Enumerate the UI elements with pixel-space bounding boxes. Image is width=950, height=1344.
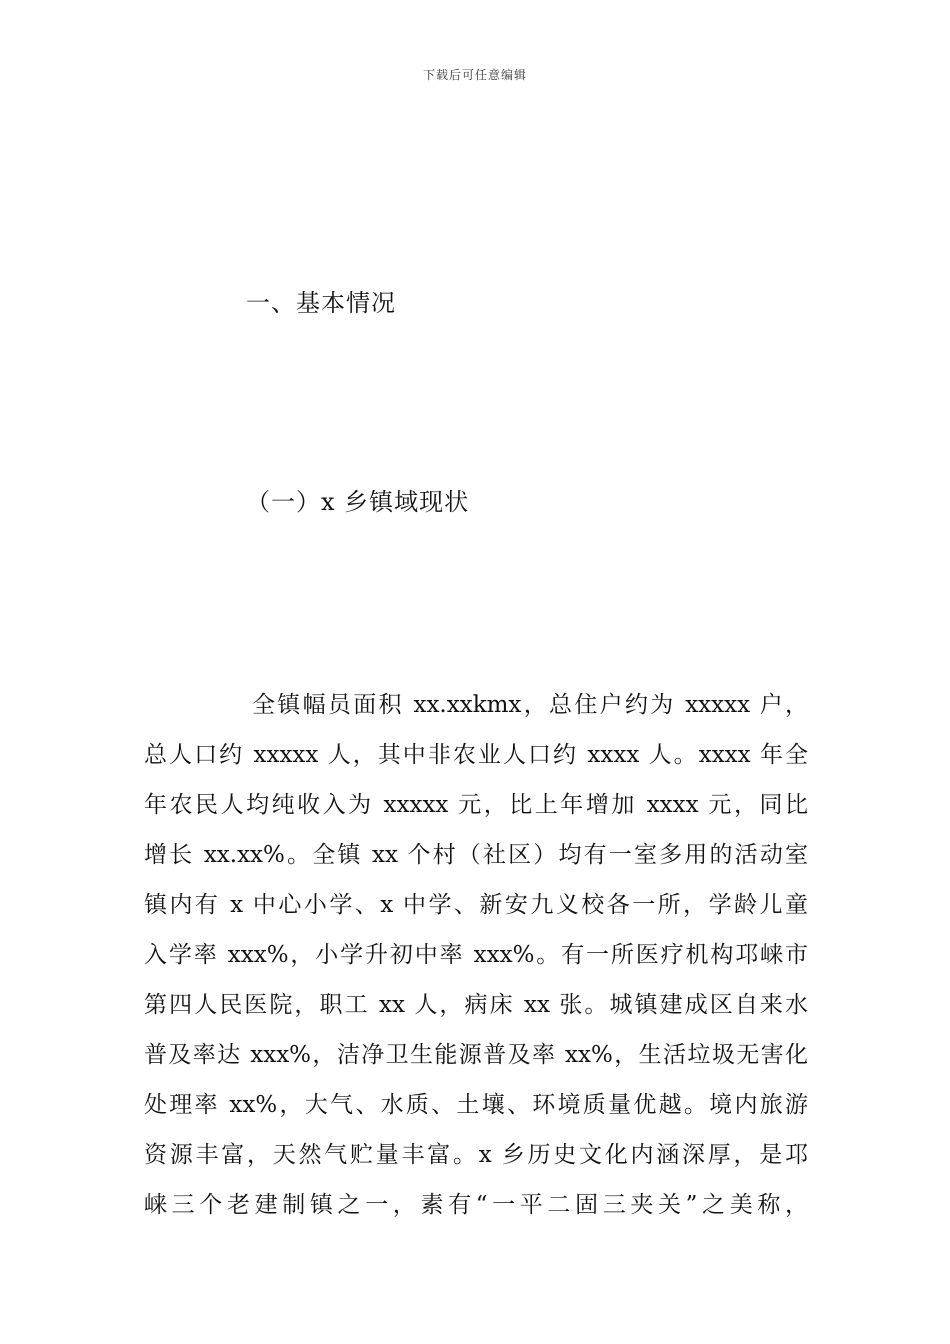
paragraph-line: 入学率 xxx%，小学升初中率 xxx%。有一所医疗机构邛崃市 xyxy=(144,942,808,968)
paragraph-line: 增长 xx.xx%。全镇 xx 个村（社区）均有一室多用的活动室 xyxy=(144,842,808,868)
paragraph-line: 总人口约 xxxxx 人，其中非农业人口约 xxxx 人。xxxx 年全 xyxy=(144,742,808,768)
paragraph-line: 崃三个老建制镇之一，素有“一平二固三夹关”之美称， xyxy=(144,1192,808,1218)
body-paragraph xyxy=(144,680,808,1230)
paragraph-line: 年农民人均纯收入为 xxxxx 元，比上年增加 xxxx 元，同比 xyxy=(144,792,808,818)
page-header: 下载后可任意编辑 xyxy=(422,68,527,82)
paragraph-line: 处理率 xx%，大气、水质、土壤、环境质量优越。境内旅游 xyxy=(144,1092,808,1118)
paragraph-line: 全镇幅员面积 xx.xxkmx，总住户约为 xxxxx 户， xyxy=(252,692,808,718)
paragraph-line: 普及率达 xxx%，洁净卫生能源普及率 xx%，生活垃圾无害化 xyxy=(144,1042,808,1068)
section-heading: 一、基本情况 xyxy=(246,289,396,317)
subsection-heading: （一）x 乡镇域现状 xyxy=(246,488,470,516)
paragraph-line: 第四人民医院，职工 xx 人，病床 xx 张。城镇建成区自来水 xyxy=(144,992,808,1018)
paragraph-line: 镇内有 x 中心小学、x 中学、新安九义校各一所，学龄儿童 xyxy=(144,892,808,918)
paragraph-line: 资源丰富，天然气贮量丰富。x 乡历史文化内涵深厚，是邛 xyxy=(144,1142,808,1168)
